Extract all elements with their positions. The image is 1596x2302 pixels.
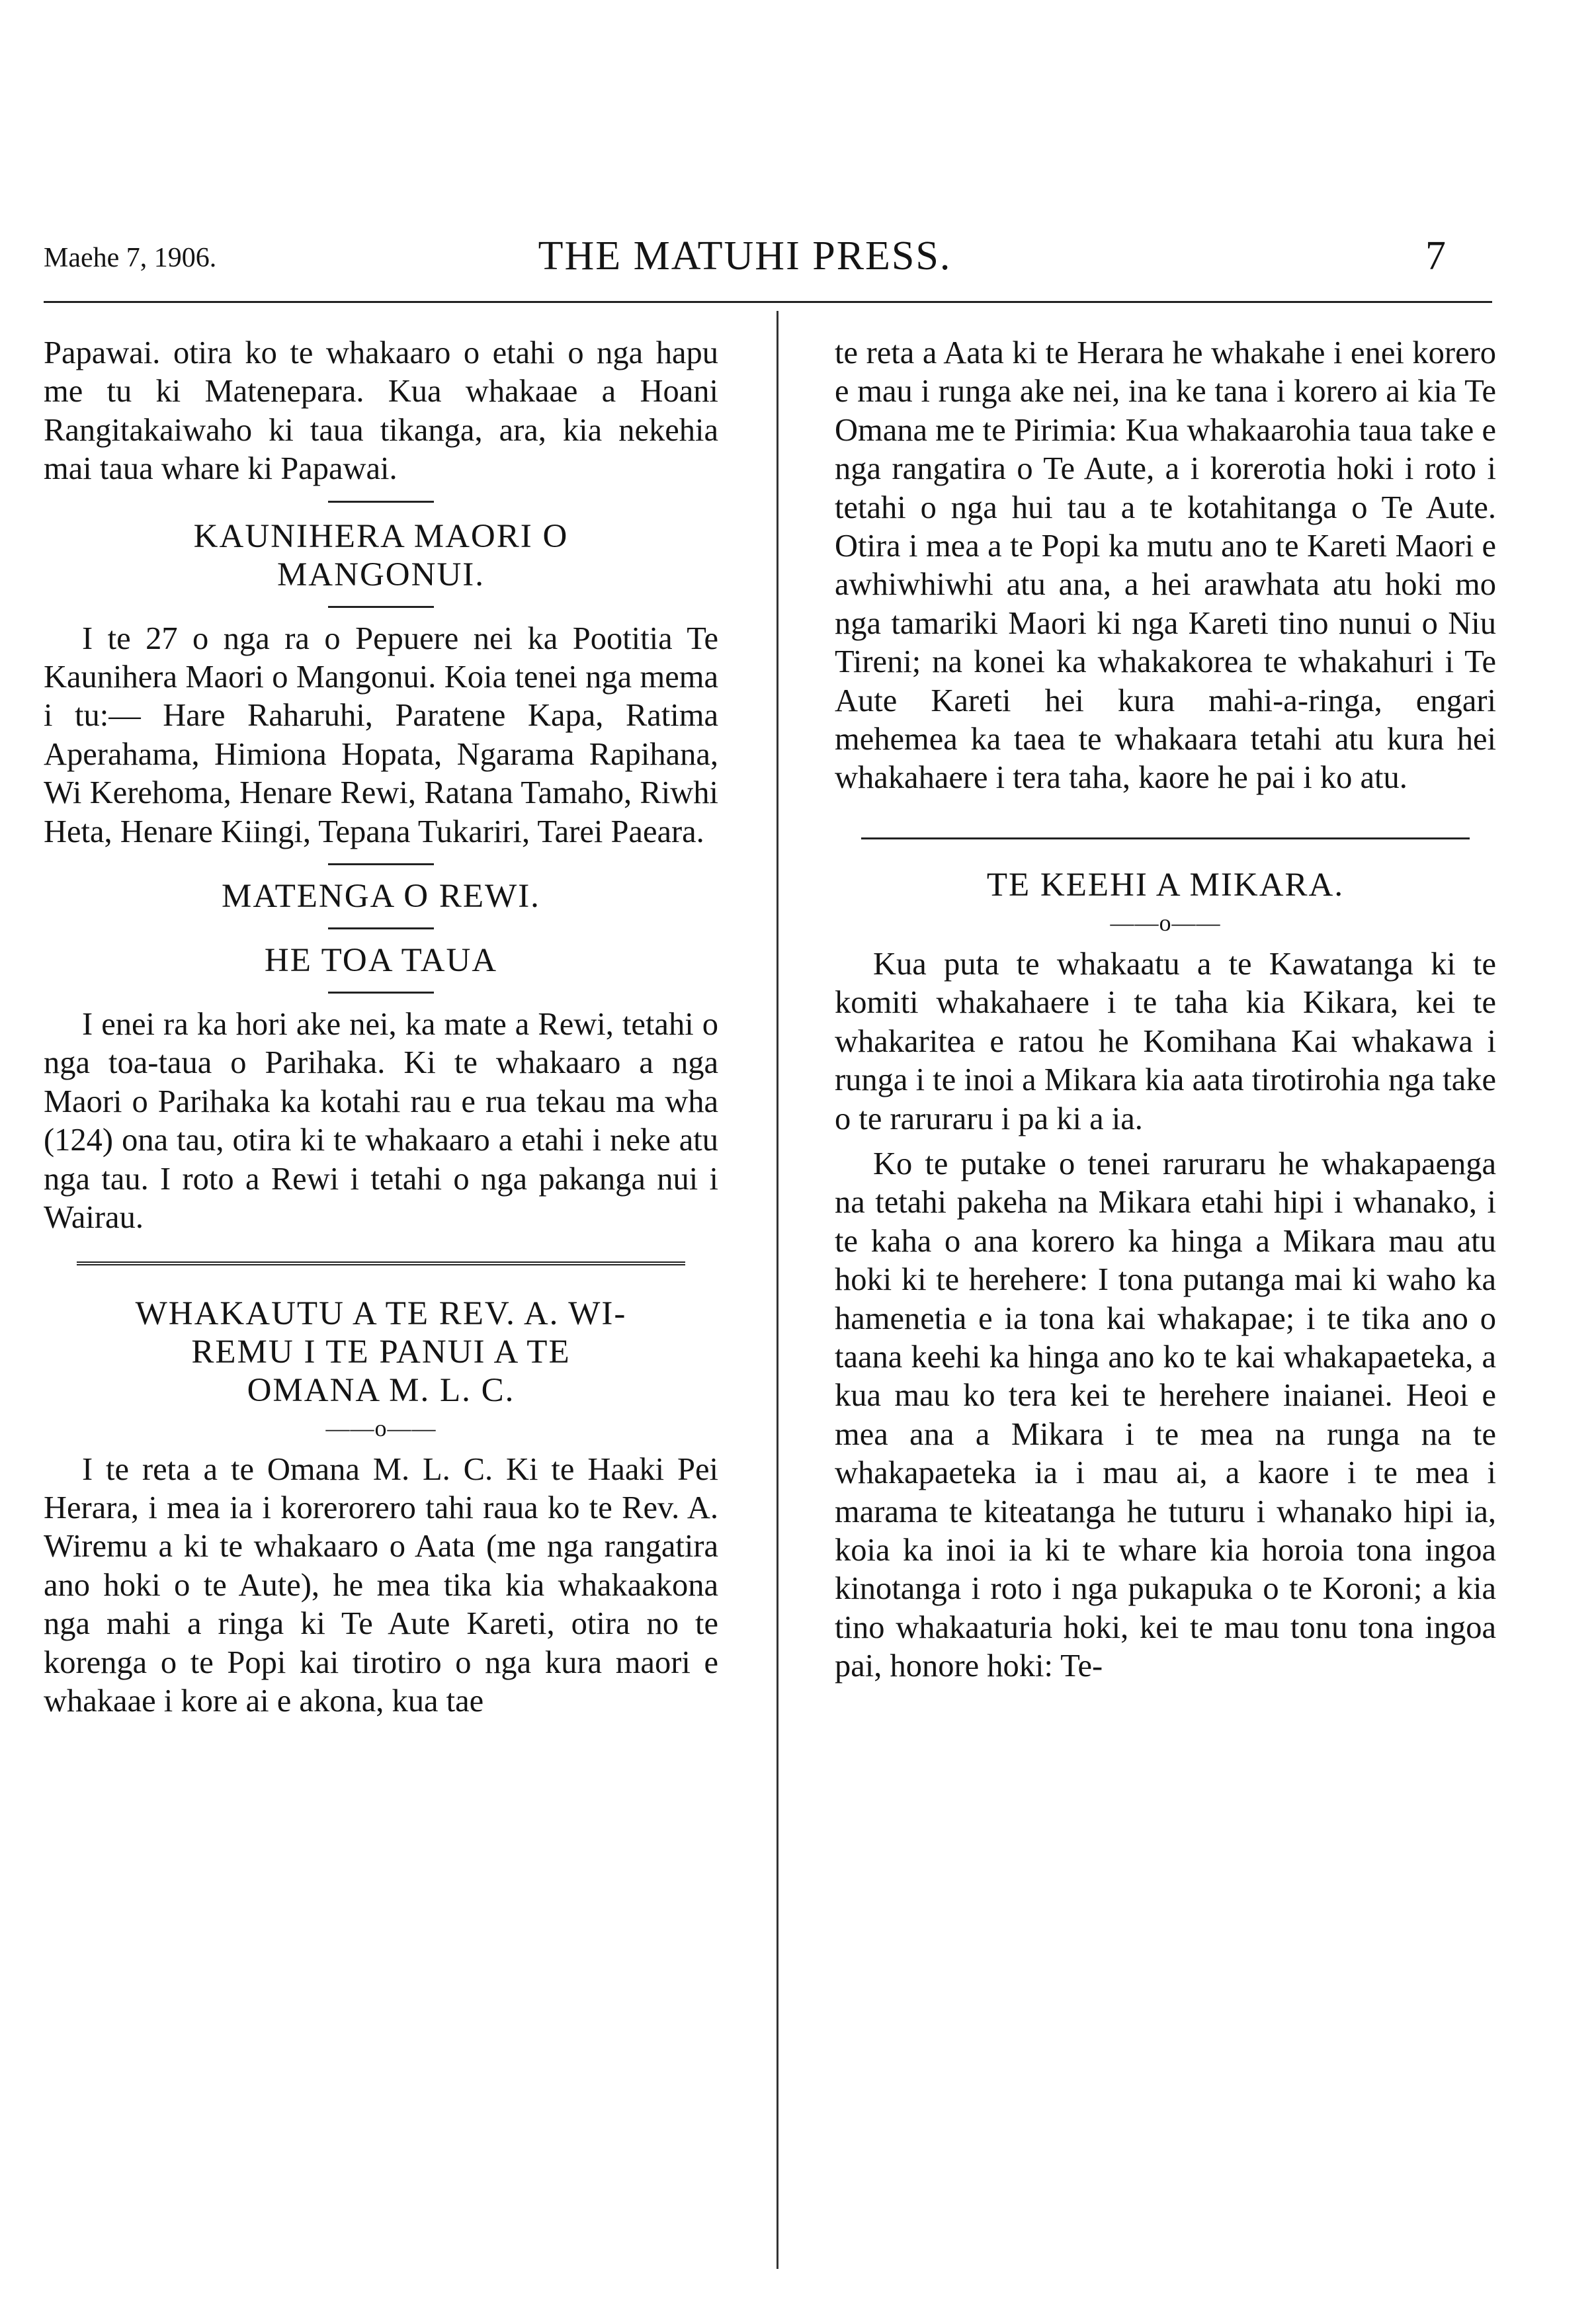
rewi-heading: MATENGA O REWI. bbox=[222, 878, 540, 916]
right-column bbox=[835, 334, 1496, 1693]
keehi-paragraph-1: Kua puta te whakaatu a te Kawatanga ki te komiti whakahaere i te taha kia Kikara, kei te whakaritea e ratou he Komihana Kai whakawa i runga i te inoi a Mikara kia aata tirotirohia nga take o te raruraru i pa ki a ia. bbox=[835, 946, 1496, 1136]
kaunihera-heading bbox=[44, 517, 718, 594]
section-rule bbox=[328, 927, 434, 929]
rewi-body: I enei ra ka hori ake nei, ka mate a Rewi, tetahi o nga toa-taua o Parihaka. Ki te whakaaro a nga Maori o Parihaka ka kotahi rau e rua tekau ma wha (124) ona tau, otira ki te whakaaro a etahi i neke atu nga tau. I roto a Rewi i tetahi o nga pakanga nui i Wairau. bbox=[44, 1007, 718, 1236]
papawai-paragraph: Papawai. otira ko te whakaaro o etahi o nga hapu me tu ki Matenepara. Kua whakaae a Hoani Rangitakaiwaho ki taua tikanga, ara, kia nekehia mai taua whare ki Papawai. bbox=[44, 335, 718, 487]
keehi-divider: ——o—— bbox=[1110, 909, 1221, 936]
kaunihera-body: I te 27 o nga ra o Pepuere nei ka Pootitia Te Kaunihera Maori o Mangonui. Koia tenei nga mema i tu:— Hare Raharuhi, Paratene Kapa, Ratima Aperahama, Himiona Hopata, Ngarama Rapihana, Wi Kerehoma, Henare Rewi, Ratana Tamaho, Riwhi Heta, Henare Kiingi, Tepana Tukariri, Tarei Paeara. bbox=[44, 620, 718, 849]
kaunihera-heading-line2: MANGONUI. bbox=[276, 556, 485, 593]
whakautu-divider: ——o—— bbox=[325, 1414, 437, 1441]
kaunihera-heading-line1: KAUNIHERA MAORI O bbox=[193, 517, 569, 555]
header-rule bbox=[44, 301, 1492, 303]
column-divider bbox=[777, 311, 778, 2269]
left-column bbox=[44, 334, 718, 1727]
section-rule bbox=[328, 606, 434, 608]
section-rule bbox=[328, 992, 434, 994]
section-rule bbox=[328, 501, 434, 503]
article-double-rule bbox=[77, 1261, 685, 1265]
whakautu-heading bbox=[44, 1295, 718, 1410]
keehi-heading: TE KEEHI A MIKARA. bbox=[986, 866, 1345, 904]
whakautu-body: I te reta a te Omana M. L. C. Ki te Haaki Pei Herara, i mea ia i korerorero tahi raua ko te Rev. A. Wiremu a ki te whakaaro o Aata (me nga rangatira ano hoki o te Aute), he mea tika kia whakaakona nga mahi a ringa ki Te Aute Kareti, otira no te korenga o te Popi kai tirotiro o nga kura maori e whakaae i kore ai e akona, kua tae bbox=[44, 1451, 718, 1719]
article-rule bbox=[861, 837, 1470, 839]
continued-paragraph: te reta a Aata ki te Herara he whakahe i enei korero e mau i runga ake nei, ina ke tana i korero ai kia Te Omana me te Pirimia: Kua whakaarohia taua take e nga rangatira o Te Aute, a i korerotia hoki i roto i tetahi o nga hui tau a te kotahitanga o Te Aute. Otira i mea a te Popi ka mutu ano te Kareti Maori e awhiwhiwhi atu ana, a hei arawhata atu hoki mo nga tamariki Maori ki nga Kareti tino nunui o Niu Tireni; na konei ka whakakorea te whakahuri i Te Aute Kareti hei kura mahi-a-ringa, engari mehemea ka taea te whakaara tetahi atu kura hei whakahaere i tera taha, kaore he pai i ko atu. bbox=[835, 335, 1496, 796]
rewi-subheading: HE TOA TAUA bbox=[264, 942, 498, 980]
issue-date: Maehe 7, 1906. bbox=[44, 243, 217, 273]
whakautu-heading-line1: WHAKAUTU A TE REV. A. WI- bbox=[135, 1295, 627, 1332]
keehi-paragraph-2: Ko te putake o tenei raruraru he whakapaenga na tetahi pakeha na Mikara etahi hipi i whanako, i te kaha o ana korero ka hinga a Mikara mau atu hoki ki te herehere: I tona putanga mai ki waho ka hamenetia e ia tona kai whakapae; i te tika ano o taana keehi ka hinga ano ko te kai whakapaeteka, a kua mau ko tera kei te herehere inaianei. Heoi e mea ana a Mikara i te mea na runga na te whakapaeteka ia i mau ai, a kaore i te mea i marama te kiteatanga he tuturu i whanako hipi ia, koia ka inoi ia ki te whare kia horoia tona ingoa kinotanga i roto i nga pukapuka o te Koroni; a kia tino whakaaturia hoki, kei te mau tonu tona ingoa pai, honore hoki: Te- bbox=[835, 1146, 1496, 1684]
page-number: 7 bbox=[1425, 234, 1446, 278]
whakautu-heading-line2: REMU I TE PANUI A TE bbox=[191, 1333, 571, 1371]
page-header bbox=[44, 233, 1446, 286]
section-rule bbox=[328, 863, 434, 865]
newspaper-title: THE MATUHI PRESS. bbox=[538, 234, 952, 278]
whakautu-heading-line3: OMANA M. L. C. bbox=[247, 1371, 515, 1409]
